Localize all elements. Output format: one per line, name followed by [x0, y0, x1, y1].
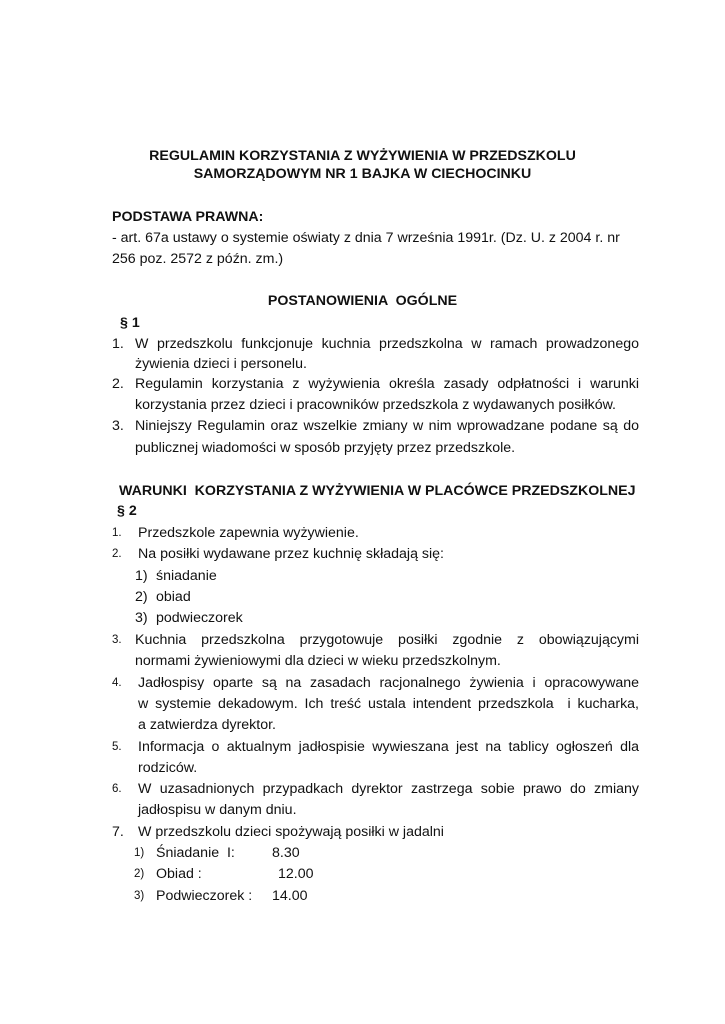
list-number: 2.: [112, 548, 122, 560]
schedule-label: Podwieczorek :: [156, 888, 253, 904]
schedule-label: Śniadanie I:: [156, 845, 235, 861]
list-item-line: normami żywieniowymi dla dzieci w wieku przedszkolnym.: [135, 653, 501, 669]
list-number: 2.: [112, 376, 124, 392]
schedule-time: 12.00: [278, 866, 314, 882]
section-2-marker: § 2: [117, 503, 137, 519]
list-item-line: Niniejszy Regulamin oraz wszelkie zmiany w nim wprowadzane podane są do: [135, 418, 639, 434]
document-title-line1: REGULAMIN KORZYSTANIA Z WYŻYWIENIA W PRZEDSZKOLU: [149, 148, 576, 164]
list-item-line: W przedszkolu funkcjonuje kuchnia przedszkolna w ramach prowadzonego: [135, 336, 639, 352]
list-number: 6.: [112, 783, 122, 795]
schedule-number: 1): [134, 847, 145, 859]
schedule-time: 8.30: [272, 845, 300, 861]
legal-basis-line1: - art. 67a ustawy o systemie oświaty z dnia 7 września 1991r. (Dz. U. z 2004 r. nr: [112, 230, 620, 246]
meal-number: 2): [135, 589, 148, 605]
schedule-number: 2): [134, 868, 145, 880]
list-item-line: Na posiłki wydawane przez kuchnię składają się:: [138, 546, 444, 562]
list-number: 1.: [112, 527, 122, 539]
list-item-line: jadłospisu w danym dniu.: [138, 802, 297, 818]
conditions-heading: WARUNKI KORZYSTANIA Z WYŻYWIENIA W PLACÓWCE PRZEDSZKOLNEJ: [119, 483, 636, 499]
list-item-line: żywienia dzieci i personelu.: [135, 356, 307, 372]
list-item-line: korzystania przez dzieci i pracowników przedszkola z wydawanych posiłków.: [135, 397, 617, 413]
legal-basis-line2: 256 poz. 2572 z późn. zm.): [112, 251, 284, 267]
meal-label: obiad: [156, 589, 191, 605]
list-item-line: publicznej wiadomości w sposób przyjęty przez przedszkole.: [135, 440, 516, 456]
list-item-line: Regulamin korzystania z wyżywienia określa zasady odpłatności i warunki: [135, 376, 639, 392]
section-1-marker: § 1: [120, 315, 140, 331]
schedule-label: Obiad :: [156, 866, 202, 882]
list-item-line: Jadłospisy oparte są na zasadach racjonalnego żywienia i opracowywane: [138, 675, 639, 691]
list-number: 4.: [112, 677, 122, 689]
document-title-line2: SAMORZĄDOWYM NR 1 BAJKA W CIECHOCINKU: [193, 166, 532, 182]
list-item-line: w systemie dekadowym. Ich treść ustala intendent przedszkola i kucharka,: [138, 696, 639, 712]
list-item-line: Przedszkole zapewnia wyżywienie.: [138, 525, 359, 541]
schedule-number: 3): [134, 890, 145, 902]
list-item-line: rodziców.: [138, 760, 198, 776]
list-number: 5.: [112, 741, 122, 753]
list-number: 3.: [112, 634, 122, 646]
schedule-time: 14.00: [272, 888, 308, 904]
list-number: 1.: [112, 336, 124, 352]
list-number: 7.: [112, 824, 124, 840]
list-item-line: W przedszkolu dzieci spożywają posiłki w jadalni: [138, 824, 444, 840]
meal-label: podwieczorek: [156, 610, 243, 626]
meal-number: 1): [135, 568, 148, 584]
list-item-line: W uzasadnionych przypadkach dyrektor zastrzega sobie prawo do zmiany: [138, 781, 639, 797]
legal-basis-heading: PODSTAWA PRAWNA:: [112, 209, 264, 225]
list-item-line: Informacja o aktualnym jadłospisie wywieszana jest na tablicy ogłoszeń dla: [138, 739, 639, 755]
list-number: 3.: [112, 418, 124, 434]
meal-number: 3): [135, 610, 148, 626]
list-item-line: Kuchnia przedszkolna przygotowuje posiłki zgodnie z obowiązującymi: [135, 632, 639, 648]
general-heading: POSTANOWIENIA OGÓLNE: [267, 293, 458, 309]
meal-label: śniadanie: [156, 568, 217, 584]
list-item-line: a zatwierdza dyrektor.: [138, 717, 276, 733]
